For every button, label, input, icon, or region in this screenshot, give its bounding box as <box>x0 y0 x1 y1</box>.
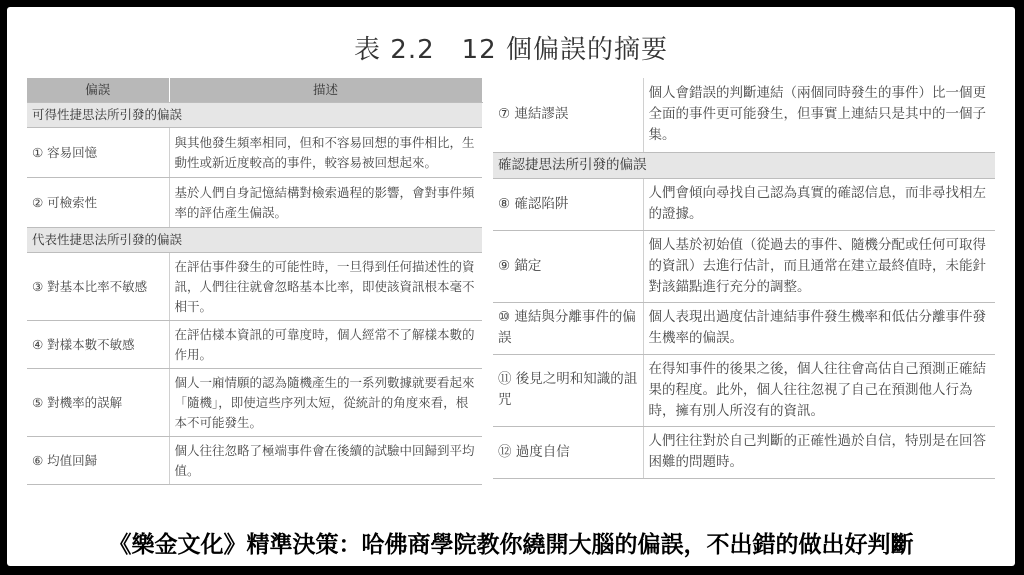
table-title: 表 2.2 12 個偏誤的摘要 <box>354 35 668 65</box>
table-row <box>493 354 995 426</box>
bias-name: ② 可檢索性 <box>27 178 169 228</box>
table-row <box>27 128 482 178</box>
bias-description: 在評估樣本資訊的可靠度時，個人經常不了解樣本數的作用。 <box>169 321 482 369</box>
section-row <box>27 103 482 128</box>
table-row <box>493 302 995 354</box>
bias-name: ③ 對基本比率不敏感 <box>27 253 169 321</box>
bias-description: 個人往往忽略了極端事件會在後續的試驗中回歸到平均值。 <box>169 437 482 485</box>
bias-description: 與其他發生頻率相同，但和不容易回想的事件相比，生動性或新近度較高的事件，較容易被回想起來。 <box>169 128 482 178</box>
bias-description: 個人會錯誤的判斷連結（兩個同時發生的事件）比一個更全面的事件更可能發生，但事實上連結只是其中的一個子集。 <box>643 78 995 152</box>
bias-name: ④ 對樣本數不敏感 <box>27 321 169 369</box>
bias-name: ⑤ 對機率的誤解 <box>27 369 169 437</box>
table-row <box>27 253 482 321</box>
bias-name: ⑨ 錨定 <box>493 230 643 302</box>
bias-description: 個人一廂情願的認為隨機產生的一系列數據就要看起來「隨機」，即使這些序列太短，從統計的角度來看，根本不可能發生。 <box>169 369 482 437</box>
bias-name: ⑦ 連結謬誤 <box>493 78 643 152</box>
section-label: 可得性捷思法所引發的偏誤 <box>27 103 482 128</box>
section-row <box>493 152 995 178</box>
section-row <box>27 228 482 253</box>
section-label: 代表性捷思法所引發的偏誤 <box>27 228 482 253</box>
table-row <box>493 178 995 230</box>
bias-description: 在評估事件發生的可能性時，一旦得到任何描述性的資訊，人們往往就會忽略基本比率，即使該資訊根本毫不相干。 <box>169 253 482 321</box>
bias-description: 人們往往對於自己判斷的正確性過於自信，特別是在回答困難的問題時。 <box>643 426 995 478</box>
header-bias: 偏誤 <box>27 78 169 103</box>
table-row <box>27 437 482 485</box>
table-row <box>493 426 995 478</box>
bias-description: 在得知事件的後果之後，個人往往會高估自己預測正確結果的程度。此外，個人往往忽視了自己在預測他人行為時，擁有別人所沒有的資訊。 <box>643 354 995 426</box>
bias-name: ⑩ 連結與分離事件的偏誤 <box>493 302 643 354</box>
bias-name: ① 容易回憶 <box>27 128 169 178</box>
table-row <box>493 230 995 302</box>
bias-description: 人們會傾向尋找自己認為真實的確認信息，而非尋找相左的證據。 <box>643 178 995 230</box>
slide <box>7 7 1015 566</box>
bias-table-right <box>493 78 995 479</box>
book-caption: 《樂金文化》精準決策：哈佛商學院教你繞開大腦的偏誤，不出錯的做出好判斷 <box>108 532 914 558</box>
bias-name: ⑫ 過度自信 <box>493 426 643 478</box>
header-row <box>27 78 482 103</box>
table-row <box>27 321 482 369</box>
table-row <box>27 369 482 437</box>
header-description: 描述 <box>169 78 482 103</box>
bias-description: 個人基於初始值（從過去的事件、隨機分配或任何可取得的資訊）去進行估計，而且通常在建立最終值時，未能針對該錨點進行充分的調整。 <box>643 230 995 302</box>
bias-name: ⑪ 後見之明和知識的詛咒 <box>493 354 643 426</box>
bias-name: ⑧ 確認陷阱 <box>493 178 643 230</box>
bias-table-left <box>27 78 483 485</box>
bias-name: ⑥ 均值回歸 <box>27 437 169 485</box>
table-row <box>493 78 995 152</box>
bias-description: 基於人們自身記憶結構對檢索過程的影響，會對事件頻率的評估產生偏誤。 <box>169 178 482 228</box>
bias-description: 個人表現出過度估計連結事件發生機率和低估分離事件發生機率的偏誤。 <box>643 302 995 354</box>
table-row <box>27 178 482 228</box>
section-label: 確認捷思法所引發的偏誤 <box>493 152 995 178</box>
